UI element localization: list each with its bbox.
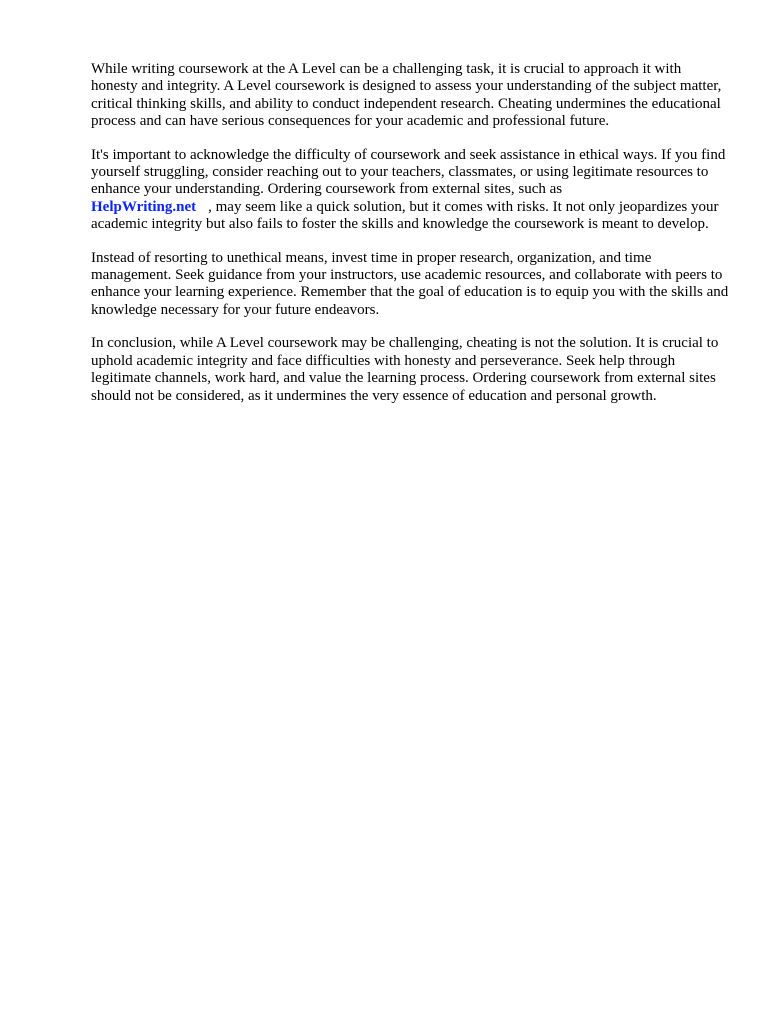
document-body — [91, 61, 731, 421]
helpwriting-link[interactable]: HelpWriting.net — [91, 198, 197, 215]
paragraph-assistance-text-end: , may seem like a quick solution, but it comes with risks. It not only jeopardizes your academic integrity but also fails to foster the skills and knowledge the coursework is meant to develop. — [91, 198, 719, 233]
paragraph-assistance — [91, 147, 731, 234]
paragraph-assistance-text-start: It's important to acknowledge the difficulty of coursework and seek assistance in ethical ways. If you find yourself struggling, consider reaching out to your teachers, classmates, or using legitimate resources to enhance your understanding. Ordering coursework from external sites, such as — [91, 146, 726, 198]
paragraph-intro: While writing coursework at the A Level can be a challenging task, it is crucial to approach it with honesty and integrity. A Level coursework is designed to assess your understanding of the subject matter, critical thinking skills, and ability to conduct independent research. Cheating undermines the educational process and can have serious consequences for your academic and professional future. — [91, 61, 722, 130]
paragraph-alternatives: Instead of resorting to unethical means, invest time in proper research, organization, and time management. Seek guidance from your instructors, use academic resources, and collaborate with peers to enhance your learning experience. Remember that the goal of education is to equip you with the skills and knowledge necessary for your future endeavors. — [91, 249, 729, 318]
paragraph-conclusion: In conclusion, while A Level coursework may be challenging, cheating is not the solution. It is crucial to uphold academic integrity and face difficulties with honesty and perseverance. Seek help through legitimate channels, work hard, and value the learning process. Ordering coursework from external sites should not be considered, as it undermines the very essence of education and personal growth. — [91, 335, 719, 404]
